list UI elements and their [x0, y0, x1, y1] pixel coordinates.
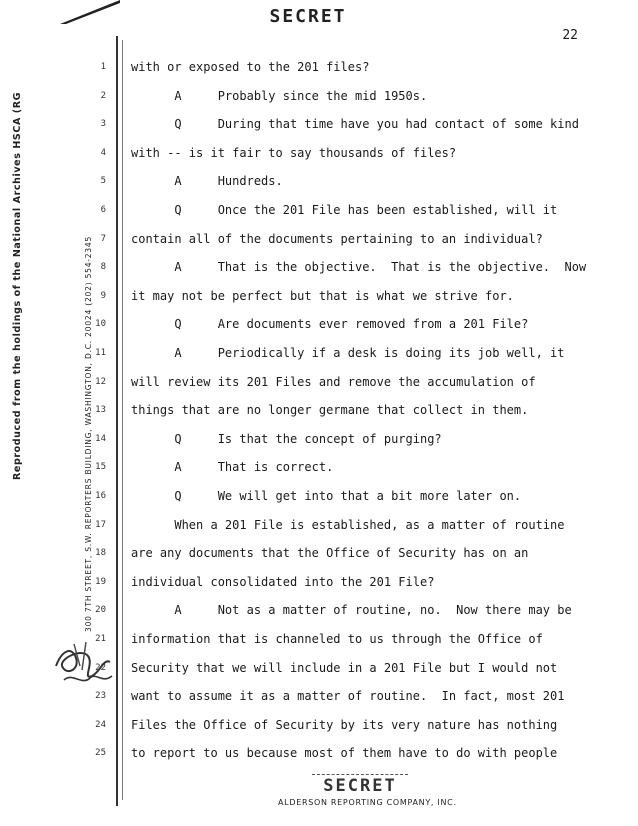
line-number: 11 — [95, 348, 106, 358]
margin-rule-inner — [122, 40, 123, 800]
line-number: 24 — [95, 719, 106, 730]
transcript-line: Q Once the 201 File has been established, will it — [131, 203, 558, 217]
transcript-line: Q During that time have you had contact of some kind — [131, 117, 579, 132]
line-number: 20 — [95, 605, 106, 616]
transcript-line: want to assume it as a matter of routine. In fact, most 201 — [131, 689, 565, 704]
line-number: 4 — [100, 147, 106, 158]
line-number: 10 — [95, 319, 106, 330]
line-number: 16 — [95, 491, 106, 501]
transcript-line: A That is the objective. That is the objective. Now — [131, 260, 587, 275]
page-number: 22 — [562, 28, 578, 43]
transcript-line: When a 201 File is established, as a matter of routine — [131, 517, 565, 532]
transcript-line: with or exposed to the 201 files? — [131, 60, 370, 74]
line-number: 9 — [100, 290, 106, 301]
reporter-address: 300 7TH STREET, S.W. REPORTERS BUILDING, WASHINGTON, D.C. 20024 (202) 554-2345 — [84, 235, 93, 632]
line-number: 12 — [95, 376, 106, 387]
line-number: 21 — [95, 634, 106, 644]
line-number: 7 — [100, 233, 106, 244]
line-number: 1 — [100, 62, 106, 72]
line-number: 15 — [95, 462, 106, 473]
line-number: 5 — [100, 176, 106, 187]
transcript-line: A That is correct. — [131, 460, 334, 475]
transcript-line: Files the Office of Security by its very nature has nothing — [131, 717, 558, 732]
transcript-line: are any documents that the Office of Security has on an — [131, 546, 529, 561]
line-number: 19 — [95, 576, 106, 587]
transcript-line: will review its 201 Files and remove the accumulation of — [131, 374, 536, 389]
line-number: 23 — [95, 691, 106, 702]
transcript-line: A Periodically if a desk is doing its job well, it — [131, 346, 565, 360]
archive-provenance-note: Reproduced from the holdings of the National Archives HSCA (RG — [12, 91, 23, 480]
line-number: 3 — [100, 119, 106, 130]
transcript-line: Q Is that the concept of purging? — [131, 431, 442, 446]
line-number: 6 — [100, 205, 106, 215]
transcript-line: Security that we will include in a 201 File but I would not — [131, 660, 558, 675]
transcript-line: A Not as a matter of routine, no. Now there may be — [131, 603, 572, 618]
line-number: 8 — [100, 262, 106, 273]
line-number: 25 — [95, 748, 106, 759]
transcript-line: to report to us because most of them have to do with people — [131, 746, 558, 761]
margin-rule — [116, 36, 118, 806]
transcript-line: A Hundreds. — [131, 174, 283, 189]
transcript-line: information that is channeled to us through the Office of — [131, 632, 543, 646]
transcript-line: with -- is it fair to say thousands of files? — [131, 145, 457, 160]
line-number: 13 — [95, 405, 106, 416]
reporting-company: ALDERSON REPORTING COMPANY, INC. — [278, 798, 457, 807]
line-number: 17 — [95, 519, 106, 530]
classification-stamp-top: SECRET — [269, 6, 347, 27]
transcript-line: things that are no longer germane that collect in them. — [131, 403, 529, 418]
transcript-line: Q We will get into that a bit more later on. — [131, 489, 522, 503]
transcript-line: Q Are documents ever removed from a 201 File? — [131, 317, 529, 332]
transcript-line: contain all of the documents pertaining to an individual? — [131, 231, 543, 246]
line-number: 18 — [95, 548, 106, 559]
transcript-line: individual consolidated into the 201 File? — [131, 574, 435, 589]
line-number: 22 — [95, 662, 106, 673]
scan-corner-mark — [60, 0, 120, 24]
line-number: 14 — [95, 433, 106, 444]
transcript-line: it may not be perfect but that is what we strive for. — [131, 288, 514, 303]
line-number: 2 — [100, 90, 106, 101]
classification-stamp-bottom: SECRET — [312, 774, 408, 797]
transcript-line: A Probably since the mid 1950s. — [131, 88, 428, 103]
